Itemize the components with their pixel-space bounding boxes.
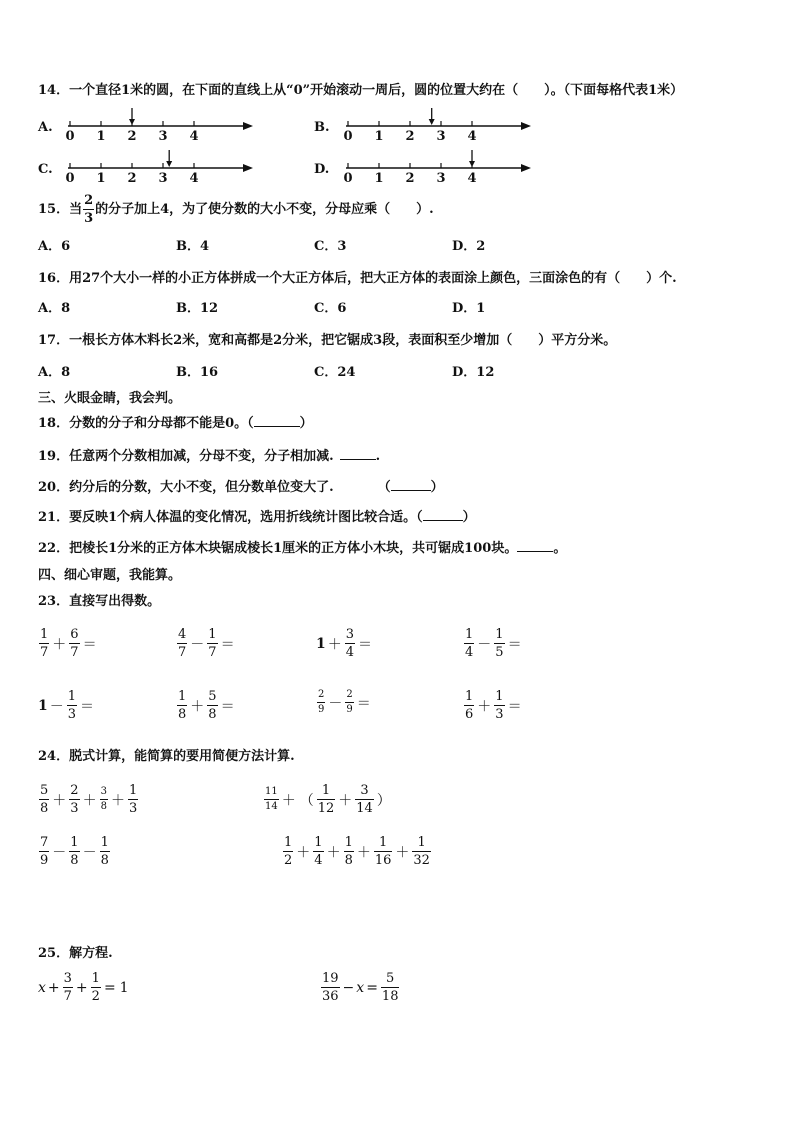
q25-eq1-equals: = [103, 979, 116, 996]
q21 [38, 509, 476, 527]
q23-item-1-fraction-1-numerator: 1 [40, 627, 49, 642]
q23-item-3-fraction-1-numerator: 3 [345, 627, 355, 642]
q14-text: 14．一个直径1米的圆，在下面的直线上从“0”开始滚动一周后，圆的位置大约在（ ）。（下面每格代表1米） [38, 83, 684, 98]
q23-item-7-fraction-2-numerator: 2 [346, 689, 353, 700]
number-line-arrowhead [521, 164, 531, 172]
number-line-arrowhead [521, 122, 531, 130]
q23-item-2-fraction-2 [207, 628, 217, 659]
q23-item-6-equals: ＝ [220, 698, 235, 715]
q25-eq2-fraction-1 [321, 972, 340, 1003]
q23-item-6-fraction-2-denominator: 8 [208, 707, 217, 722]
q24-e3-minus: － [52, 844, 67, 861]
q23-item-7-fraction-1-numerator: 2 [318, 689, 325, 700]
q24-e3-fraction-1 [39, 836, 49, 867]
q15-choice-c: C．3 [314, 239, 347, 254]
q19-end: . [375, 449, 381, 464]
number-line-tick-label: 2 [405, 129, 415, 144]
q24-e2-right-paren: ） [376, 792, 391, 809]
q18-answer-blank[interactable] [254, 426, 300, 427]
q24-e4-fraction-2-denominator: 4 [314, 853, 323, 868]
q22 [38, 540, 566, 558]
q24-e2-fraction-3-numerator: 3 [360, 783, 369, 798]
q15-choice-b: B．4 [176, 239, 210, 254]
q23-item-4-equals: ＝ [507, 636, 522, 653]
q15-suffix: 的分子加上4，为了使分数的大小不变，分母应乘（ ）. [95, 201, 434, 217]
q17-choice-b: B．16 [176, 365, 219, 380]
q25-eq2-fraction-2 [381, 972, 400, 1003]
number-line-tick-label: 3 [158, 129, 168, 144]
q23-item-7-equals: ＝ [356, 695, 371, 712]
number-line-tick-label: 0 [65, 171, 75, 186]
q24-e3-fraction-1-denominator: 9 [40, 853, 49, 868]
q23-item-4-operator: － [477, 636, 492, 653]
q23-item-5 [38, 690, 96, 721]
q23-item-8-fraction-2 [494, 690, 504, 721]
q24-e4-fraction-3-denominator: 8 [344, 853, 353, 868]
q25-eq1-fraction-1 [63, 972, 73, 1003]
q25-eq1-fraction-2-denominator: 2 [91, 989, 100, 1004]
q17-text: 17．一根长方体木料长2米，宽和高都是2分米，把它锯成3段，表面积至少增加（ ）平方分米。 [38, 333, 617, 348]
q23-item-4-fraction-1 [464, 628, 474, 659]
q18 [38, 415, 313, 433]
q24-e1-fraction-4-denominator: 3 [128, 801, 138, 816]
q20-open: （ [377, 480, 391, 495]
q23-title: 23．直接写出得数。 [38, 594, 161, 609]
section-3-heading: 三、火眼金睛，我会判。 [38, 391, 182, 406]
q25-eq1-fraction-2 [91, 972, 101, 1003]
q17-choice-c: C．24 [314, 365, 356, 380]
q16-text: 16．用27个大小一样的小正方体拼成一个大正方体后，把大正方体的表面涂上颜色，三面涂色的有（ ）个. [38, 271, 677, 286]
q25-eq2-fraction-2-numerator: 5 [386, 971, 395, 986]
q14-option-d-label: D. [314, 162, 330, 177]
q25-equation-2 [320, 972, 400, 1003]
q24-e3-fraction-2 [69, 836, 79, 867]
q24-e3-fraction-3-denominator: 8 [100, 853, 109, 868]
q23-item-6-operator: ＋ [190, 698, 205, 715]
number-line-tick-label: 2 [127, 129, 137, 144]
q25-eq1-plus-2: + [75, 979, 88, 996]
q23-item-1-fraction-1 [39, 628, 49, 659]
q24-e1-fraction-2-numerator: 2 [70, 783, 79, 798]
q24-e4-fraction-3 [344, 836, 354, 867]
section-4-heading: 四、细心审题，我能算。 [38, 568, 182, 583]
q23-item-3-operator: ＋ [327, 636, 342, 653]
q14-number-line-d [342, 148, 542, 188]
number-line-tick-label: 1 [96, 129, 106, 144]
q16-choice-c: C．6 [314, 301, 347, 316]
q23-item-7-operator: － [328, 695, 343, 712]
q24-e3-fraction-3-numerator: 1 [100, 835, 109, 850]
q23-item-8 [463, 690, 524, 721]
q24-e4-fraction-4 [374, 836, 393, 867]
q24-expression-3 [38, 836, 111, 867]
q24-e3-fraction-2-numerator: 1 [70, 835, 79, 850]
number-line-tick-label: 1 [374, 171, 384, 186]
q23-item-1 [38, 628, 99, 659]
q24-expression-4 [282, 836, 432, 867]
q24-e1-fraction-3-denominator: 8 [100, 801, 107, 812]
number-line-arrowhead [243, 164, 253, 172]
q24-e2-fraction-2-denominator: 12 [317, 801, 335, 816]
q24-e1-fraction-2 [69, 784, 79, 815]
q23-item-6-fraction-1 [177, 690, 187, 721]
number-line-tick-label: 2 [127, 171, 137, 186]
q24-e4-plus: ＋ [356, 844, 371, 861]
q24-e4-fraction-3-numerator: 1 [344, 835, 353, 850]
number-line-tick-label: 0 [343, 129, 353, 144]
q23-item-5-fraction-1-numerator: 1 [67, 689, 77, 704]
q24-e1-plus: ＋ [52, 792, 67, 809]
number-line-tick-label: 1 [374, 129, 384, 144]
q24-e4-plus: ＋ [395, 844, 410, 861]
number-line-tick-label: 4 [189, 171, 199, 186]
number-line-tick-label: 3 [436, 171, 446, 186]
q23-item-5-fraction-1 [67, 690, 77, 721]
q20 [38, 479, 444, 497]
number-line-tick-label: 2 [405, 171, 415, 186]
q23-item-5-equals: ＝ [80, 698, 95, 715]
q23-item-6-fraction-1-denominator: 8 [178, 707, 187, 722]
q15-frac-num: 2 [84, 193, 94, 208]
number-line-tick-label: 4 [189, 129, 199, 144]
q24-e1-fraction-2-denominator: 3 [70, 801, 79, 816]
q25-eq2-equals: = [366, 979, 378, 996]
q24-e4-fraction-5-numerator: 1 [417, 835, 426, 850]
q23-item-3-integer: 1 [316, 635, 326, 652]
q25-eq2-fraction-1-numerator: 19 [322, 971, 339, 986]
q25-eq1-rhs: 1 [119, 979, 129, 996]
q18-close: ） [299, 416, 313, 431]
q24-expression-2 [263, 784, 393, 815]
q23-item-5-fraction-1-denominator: 3 [67, 707, 77, 722]
q25-eq1-fraction-2-numerator: 1 [91, 971, 100, 986]
q24-e1-plus: ＋ [110, 792, 125, 809]
position-arrow-head [429, 119, 435, 125]
q14-number-line-a [64, 106, 264, 146]
number-line-tick-label: 3 [158, 171, 168, 186]
q23-item-7 [316, 690, 373, 715]
q15-prefix: 15．当 [38, 201, 83, 217]
q20-text: 20．约分后的分数，大小不变，但分数单位变大了. [38, 480, 334, 495]
q24-e1-fraction-3 [100, 787, 108, 812]
q23-item-2-fraction-1 [177, 628, 187, 659]
q24-e4-fraction-4-numerator: 1 [378, 835, 388, 850]
q23-item-3 [316, 628, 374, 659]
q23-item-4-fraction-2-denominator: 5 [495, 645, 504, 660]
q23-item-7-fraction-1-denominator: 9 [318, 704, 325, 715]
q25-eq2-variable: x [356, 979, 365, 996]
q21-text: 21．要反映1个病人体温的变化情况，选用折线统计图比较合适。（ [38, 510, 423, 525]
q15-choice-a: A．6 [38, 239, 71, 254]
q23-item-4-fraction-2-numerator: 1 [495, 627, 504, 642]
q23-item-2 [176, 628, 237, 659]
q15-fraction [83, 194, 94, 225]
q16-choice-a: A．8 [38, 301, 71, 316]
q24-e2-fraction-3-denominator: 14 [356, 801, 373, 816]
q23-item-1-fraction-2-denominator: 7 [70, 645, 79, 660]
q19-text: 19．任意两个分数相加减，分母不变，分子相加减. [38, 449, 334, 464]
position-arrow-head [129, 119, 135, 125]
q24-e2-plus-2: ＋ [338, 792, 353, 809]
q24-e2-fraction-1 [264, 787, 279, 812]
number-line-arrowhead [243, 122, 253, 130]
q23-item-2-fraction-2-denominator: 7 [208, 645, 217, 660]
q14-number-line-b [342, 106, 542, 146]
q24-e2-fraction-2 [317, 784, 336, 815]
number-line-tick-label: 4 [467, 171, 477, 186]
number-line-tick-label: 0 [65, 129, 75, 144]
q24-e1-fraction-1 [39, 784, 49, 815]
q23-item-2-fraction-1-denominator: 7 [178, 645, 187, 660]
q24-e4-fraction-1-numerator: 1 [284, 835, 293, 850]
q20-answer-blank[interactable] [391, 490, 431, 491]
q25-eq2-fraction-2-denominator: 18 [381, 989, 399, 1004]
q23-item-3-fraction-1-denominator: 4 [345, 645, 355, 660]
q22-text: 22．把棱长1分米的正方体木块锯成棱长1厘米的正方体小木块，共可锯成100块。 [38, 541, 518, 556]
q23-item-7-fraction-2-denominator: 9 [346, 704, 353, 715]
q25-eq1-variable: x [38, 979, 46, 996]
q23-item-1-operator: ＋ [52, 636, 67, 653]
q23-item-6-fraction-2-numerator: 5 [208, 689, 217, 704]
q23-item-5-operator: － [49, 698, 64, 715]
q24-e4-fraction-4-denominator: 16 [374, 853, 392, 868]
q25-eq2-minus: − [342, 979, 355, 996]
q22-end: 。 [553, 541, 567, 556]
q25-eq1-fraction-1-denominator: 7 [63, 989, 72, 1004]
q24-e4-plus: ＋ [296, 844, 311, 861]
q23-item-8-fraction-1-denominator: 6 [465, 707, 474, 722]
q21-close: ） [462, 510, 476, 525]
position-arrow-head [469, 161, 475, 167]
number-line-tick-label: 4 [467, 129, 477, 144]
q23-item-8-fraction-1-numerator: 1 [465, 689, 474, 704]
q23-item-6-fraction-2 [207, 690, 217, 721]
q24-e1-fraction-1-denominator: 8 [40, 801, 49, 816]
number-line-tick-label: 1 [96, 171, 106, 186]
q23-item-2-operator: － [190, 636, 205, 653]
q24-e4-fraction-1 [283, 836, 293, 867]
q24-e2-fraction-2-numerator: 1 [321, 783, 331, 798]
q23-item-1-fraction-1-denominator: 7 [40, 645, 49, 660]
q24-e2-left-paren: （ [299, 792, 314, 809]
q19-answer-blank[interactable] [340, 459, 376, 460]
q15-choice-d: D．2 [452, 239, 486, 254]
q23-item-4-fraction-1-numerator: 1 [465, 627, 474, 642]
q14-option-c-label: C. [38, 162, 53, 177]
q14-option-a-label: A. [38, 120, 53, 135]
q24-e3-fraction-1-numerator: 7 [40, 835, 49, 850]
q15-frac-den: 3 [84, 211, 94, 226]
q24-e4-fraction-2 [313, 836, 323, 867]
q24-e2-fraction-1-denominator: 14 [265, 801, 278, 812]
q25-equation-1 [38, 972, 131, 1003]
q24-e2-plus: ＋ [281, 792, 296, 809]
q25-eq1-fraction-1-numerator: 3 [63, 971, 72, 986]
q23-item-8-fraction-1 [464, 690, 474, 721]
q24-e2-fraction-1-numerator: 11 [265, 786, 278, 797]
q18-text: 18．分数的分子和分母都不能是0。（ [38, 416, 254, 431]
q24-e3-fraction-2-denominator: 8 [70, 853, 79, 868]
q24-e4-fraction-2-numerator: 1 [314, 835, 323, 850]
q23-item-3-equals: ＝ [358, 636, 373, 653]
q14-number-line-c [64, 148, 264, 188]
number-line-tick-label: 0 [343, 171, 353, 186]
q23-item-2-fraction-1-numerator: 4 [178, 627, 187, 642]
q16-choice-b: B．12 [176, 301, 219, 316]
number-line-tick-label: 3 [436, 129, 446, 144]
q23-item-1-fraction-2 [69, 628, 79, 659]
q14-option-b-label: B. [314, 120, 330, 135]
q23-item-7-fraction-1 [317, 690, 325, 715]
q24-e4-fraction-5 [412, 836, 431, 867]
q23-item-2-fraction-2-numerator: 1 [208, 627, 217, 642]
q23-item-8-fraction-2-numerator: 1 [495, 689, 504, 704]
q24-e2-fraction-3 [355, 784, 374, 815]
q23-item-6-fraction-1-numerator: 1 [178, 689, 187, 704]
q17-choice-a: A．8 [38, 365, 71, 380]
q24-e1-plus: ＋ [82, 792, 97, 809]
q23-item-4 [463, 628, 524, 659]
q23-item-1-equals: ＝ [82, 636, 97, 653]
q23-item-6 [176, 690, 237, 721]
q25-eq2-fraction-1-denominator: 36 [322, 989, 339, 1004]
position-arrow-head [166, 161, 172, 167]
q24-e3-minus: － [82, 844, 97, 861]
q23-item-7-fraction-2 [345, 690, 353, 715]
q23-item-5-integer: 1 [38, 697, 48, 714]
q19 [38, 448, 380, 466]
q25-title: 25．解方程. [38, 946, 113, 961]
q24-e4-plus: ＋ [326, 844, 341, 861]
q24-e1-fraction-3-numerator: 3 [100, 786, 107, 797]
q16-choice-d: D．1 [452, 301, 486, 316]
q23-item-3-fraction-1 [345, 628, 355, 659]
q22-answer-blank[interactable] [517, 551, 553, 552]
q24-e4-fraction-5-denominator: 32 [413, 853, 430, 868]
q23-item-4-fraction-2 [494, 628, 504, 659]
q23-item-8-operator: ＋ [477, 698, 492, 715]
q23-item-8-fraction-2-denominator: 3 [495, 707, 504, 722]
q23-item-1-fraction-2-numerator: 6 [70, 627, 79, 642]
q20-close: ） [430, 480, 444, 495]
q24-e4-fraction-1-denominator: 2 [284, 853, 293, 868]
q24-e1-fraction-1-numerator: 5 [40, 783, 49, 798]
q24-expression-1 [38, 784, 139, 815]
q15-text [38, 194, 434, 225]
q23-item-4-fraction-1-denominator: 4 [465, 645, 474, 660]
q24-e3-fraction-3 [100, 836, 110, 867]
q24-e1-fraction-4 [128, 784, 138, 815]
q24-e1-fraction-4-numerator: 1 [128, 783, 138, 798]
q23-item-2-equals: ＝ [220, 636, 235, 653]
q24-title: 24．脱式计算，能简算的要用简便方法计算. [38, 749, 295, 764]
q23-item-8-equals: ＝ [507, 698, 522, 715]
q21-answer-blank[interactable] [423, 520, 463, 521]
q25-eq1-plus: + [47, 979, 60, 996]
q17-choice-d: D．12 [452, 365, 495, 380]
